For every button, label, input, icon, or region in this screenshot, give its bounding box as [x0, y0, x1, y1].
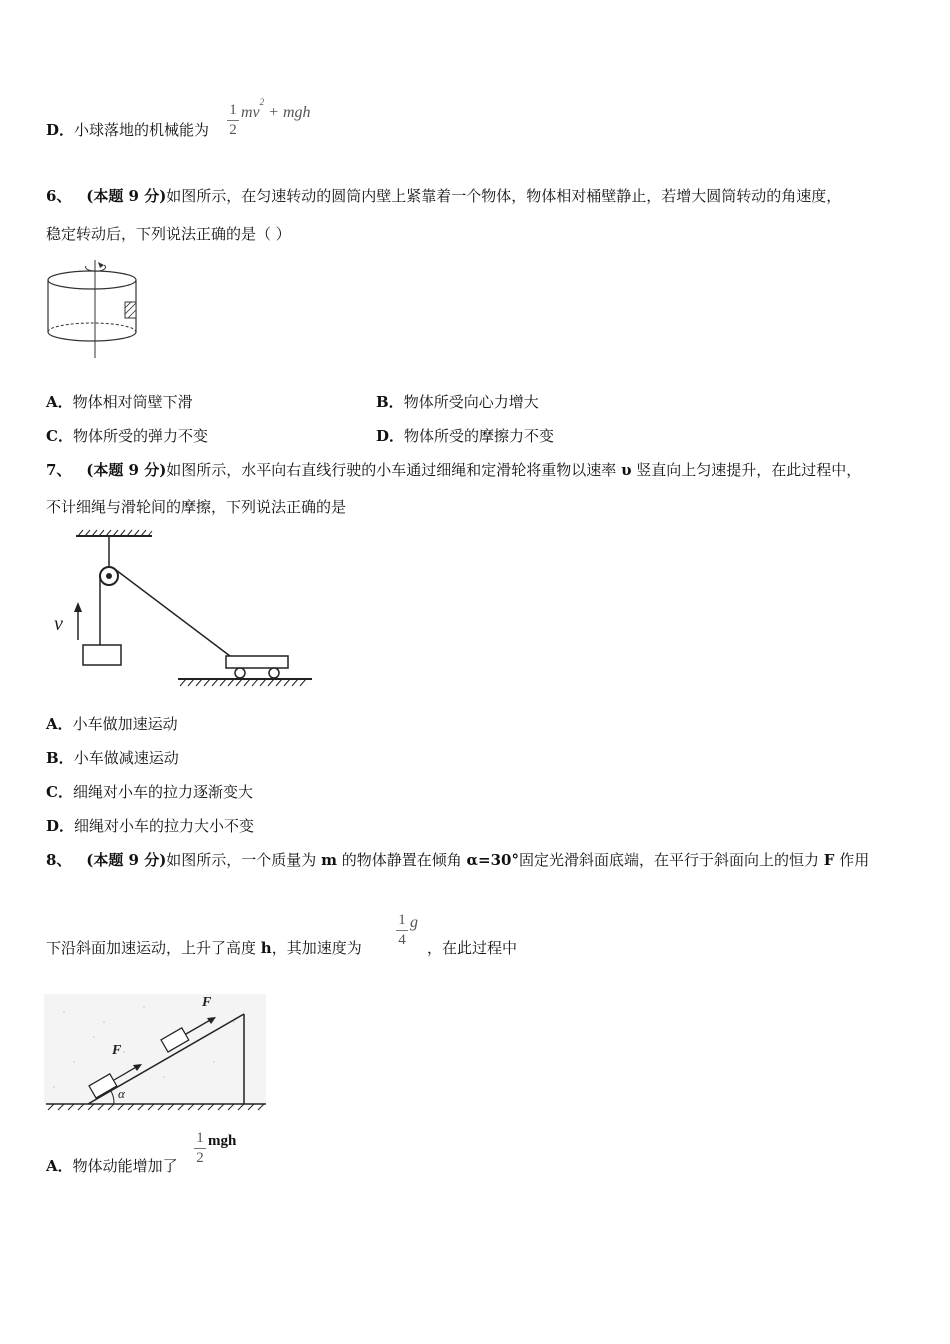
- option-label: C．: [46, 783, 73, 801]
- q6-stem-line2: 稳定转动后，下列说法正确的是（ ）: [46, 225, 291, 243]
- question-number: 6、: [46, 187, 72, 205]
- fraction: $\frac{1}{2}$: [194, 1130, 206, 1167]
- option-label: D．: [46, 121, 75, 139]
- option-text: 物体所受的弹力不变: [72, 427, 208, 445]
- question-text-cont: 的物体静置在倾角: [336, 851, 467, 869]
- question-number: 8、: [46, 851, 72, 869]
- option-text: 物体相对筒壁下滑: [72, 393, 193, 411]
- q5-option-d: [46, 120, 209, 140]
- q7-pulley-figure: [50, 528, 315, 690]
- gravity-symbol: g: [410, 913, 418, 931]
- q7-option-b: [46, 748, 179, 768]
- mass-symbol: m: [321, 851, 337, 869]
- q7-stem-line1: [46, 460, 861, 480]
- option-label: C．: [46, 427, 73, 445]
- question-text-cont: ，其加速度为: [271, 939, 362, 957]
- option-label: B．: [46, 749, 74, 767]
- q7-stem-line2: 不计细绳与滑轮间的摩擦，下列说法正确的是: [46, 498, 347, 516]
- option-text: 小车做加速运动: [72, 715, 178, 733]
- q6-stem-line1: [46, 186, 841, 206]
- q8-option-a: [46, 1156, 178, 1176]
- q6-option-c: [46, 426, 208, 446]
- option-label: A．: [46, 715, 73, 733]
- formula-tail: + mgh: [264, 103, 311, 121]
- question-score: (本题 9 分): [86, 851, 167, 869]
- option-text: 物体所受的摩擦力不变: [404, 427, 555, 445]
- fraction: $\frac{1}{2}$: [227, 102, 239, 139]
- question-text-cont: 竖直向上匀速提升，在此过程中，: [631, 461, 862, 479]
- velocity-label: v: [54, 613, 63, 635]
- option-text: 物体动能增加了: [72, 1157, 178, 1175]
- q7-option-a: [46, 714, 178, 734]
- question-text: 如图所示，水平向右直线行驶的小车通过细绳和定滑轮将重物以速率: [166, 461, 622, 479]
- option-label: D．: [376, 427, 405, 445]
- q5-formula: [225, 96, 311, 139]
- force-symbol: F: [823, 851, 835, 869]
- formula-expr: mv: [241, 103, 260, 121]
- question-score: (本题 9 分): [86, 187, 167, 205]
- q8-option-a-formula: [192, 1130, 236, 1167]
- angle-label: α: [118, 1086, 125, 1101]
- q8-stem-line1: [46, 850, 869, 870]
- option-text: 细绳对小车的拉力逐渐变大: [72, 783, 253, 801]
- question-text-cont3: 作用: [834, 851, 870, 869]
- q6-option-b: [376, 392, 539, 412]
- option-text: 物体所受向心力增大: [403, 393, 539, 411]
- option-text: 小球落地的机械能为: [74, 121, 210, 139]
- q6-cylinder-figure: [46, 256, 146, 360]
- option-label: A．: [46, 1157, 73, 1175]
- question-text-cont2: 固定光滑斜面底端，在平行于斜面向上的恒力: [519, 851, 824, 869]
- velocity-symbol: υ: [621, 461, 632, 479]
- option-label: D．: [46, 817, 75, 835]
- formula-tail: mgh: [208, 1132, 237, 1149]
- angle-value: α=30°: [466, 851, 519, 869]
- q8-acceleration-formula: [394, 912, 418, 949]
- force-label-lower: F: [112, 1043, 122, 1058]
- q6-option-d: [376, 426, 554, 446]
- q8-incline-figure: [44, 992, 268, 1112]
- q7-option-d: [46, 816, 254, 836]
- question-score: (本题 9 分): [86, 461, 167, 479]
- formula-sup: 2: [259, 96, 265, 107]
- option-label: B．: [376, 393, 404, 411]
- q8-stem-line2-tail: ，在此过程中: [427, 939, 518, 957]
- q7-option-c: [46, 782, 253, 802]
- force-label-upper: F: [202, 995, 212, 1010]
- option-text: 小车做减速运动: [73, 749, 179, 767]
- q6-option-a: [46, 392, 193, 412]
- question-text: 下沿斜面加速运动，上升了高度: [46, 939, 261, 957]
- question-number: 7、: [46, 461, 72, 479]
- option-text: 细绳对小车的拉力大小不变: [74, 817, 255, 835]
- q8-stem-line2: [46, 938, 362, 958]
- question-text: 如图所示，在匀速转动的圆筒内壁上紧靠着一个物体，物体相对桶壁静止，若增大圆筒转动的角速度，: [166, 187, 842, 205]
- option-label: A．: [46, 393, 73, 411]
- height-symbol: h: [260, 939, 272, 957]
- question-text: 如图所示，一个质量为: [166, 851, 322, 869]
- fraction: $\frac{1}{4}$: [396, 912, 408, 949]
